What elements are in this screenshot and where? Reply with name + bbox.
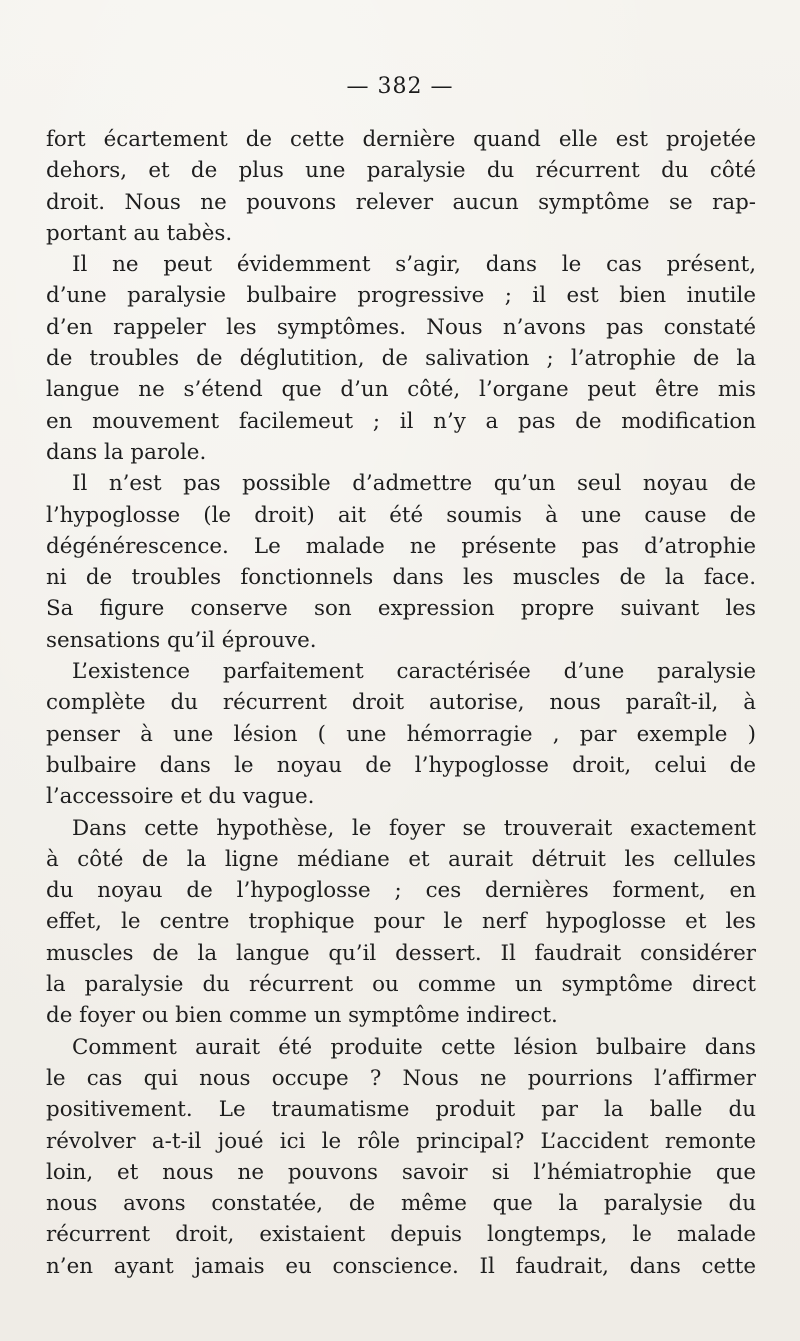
text-line: bulbaire dans le noyau de l’hypoglosse droit, celui de bbox=[46, 752, 756, 778]
text-line: L’existence parfaitement caractérisée d’une paralysie bbox=[72, 659, 756, 685]
text-line: en mouvement facilemeut ; il n’y a pas de modification bbox=[46, 408, 756, 434]
text-line: sensations qu’il éprouve. bbox=[46, 627, 317, 653]
text-line: d’une paralysie bulbaire progressive ; il est bien inutile bbox=[46, 283, 756, 309]
text-line: Il n’est pas possible d’admettre qu’un seul noyau de bbox=[72, 471, 756, 497]
text-line: Sa figure conserve son expression propre suivant les bbox=[46, 596, 756, 622]
text-line: nous avons constatée, de même que la paralysie du bbox=[46, 1191, 756, 1217]
text-line: à côté de la ligne médiane et aurait détruit les cellules bbox=[46, 846, 756, 872]
text-line: récurrent droit, existaient depuis longtemps, le malade bbox=[46, 1222, 756, 1248]
text-line: de troubles de déglutition, de salivation ; l’atrophie de la bbox=[46, 346, 756, 372]
text-line: fort écartement de cette dernière quand elle est projetée bbox=[46, 127, 756, 152]
text-line: ni de troubles fonctionnels dans les muscles de la face. bbox=[46, 565, 756, 591]
text-line: dégénérescence. Le malade ne présente pas d’atrophie bbox=[46, 533, 756, 559]
text-line: n’en ayant jamais eu conscience. Il faudrait, dans cette bbox=[46, 1253, 756, 1279]
text-line: la paralysie du récurrent ou comme un symptôme direct bbox=[46, 972, 756, 998]
text-line: Il ne peut évidemment s’agir, dans le cas présent, bbox=[72, 252, 756, 278]
text-line: droit. Nous ne pouvons relever aucun symptôme se rap- bbox=[46, 189, 756, 215]
page-body-text bbox=[46, 124, 756, 1282]
text-line: Comment aurait été produite cette lésion bulbaire dans bbox=[72, 1034, 756, 1060]
text-line: d’en rappeler les symptômes. Nous n’avons pas constaté bbox=[46, 314, 756, 340]
text-line: portant au tabès. bbox=[46, 220, 233, 246]
text-line: de foyer ou bien comme un symptôme indirect. bbox=[46, 1003, 558, 1029]
text-line: positivement. Le traumatisme produit par la balle du bbox=[46, 1097, 756, 1123]
text-line: penser à une lésion ( une hémorragie , par exemple ) bbox=[46, 721, 756, 747]
text-line: dehors, et de plus une paralysie du récurrent du côté bbox=[46, 158, 756, 184]
page-number: — 382 — bbox=[346, 74, 454, 99]
text-line: du noyau de l’hypoglosse ; ces dernières forment, en bbox=[46, 878, 756, 904]
text-line: Dans cette hypothèse, le foyer se trouverait exactement bbox=[72, 815, 756, 841]
text-line: révolver a-t-il joué ici le rôle principal? L’accident remonte bbox=[46, 1128, 756, 1154]
text-line: complète du récurrent droit autorise, nous paraît-il, à bbox=[46, 690, 756, 716]
text-line: loin, et nous ne pouvons savoir si l’hémiatrophie que bbox=[46, 1159, 756, 1185]
text-line: l’hypoglosse (le droit) ait été soumis à une cause de bbox=[46, 502, 756, 528]
text-line: l’accessoire et du vague. bbox=[46, 784, 315, 810]
text-line: langue ne s’étend que d’un côté, l’organe peut être mis bbox=[46, 377, 756, 403]
text-line: muscles de la langue qu’il dessert. Il faudrait considérer bbox=[46, 940, 756, 966]
text-line: dans la parole. bbox=[46, 439, 207, 465]
text-line: le cas qui nous occupe ? Nous ne pourrions l’affirmer bbox=[46, 1065, 756, 1091]
text-line: effet, le centre trophique pour le nerf hypoglosse et les bbox=[46, 909, 756, 935]
